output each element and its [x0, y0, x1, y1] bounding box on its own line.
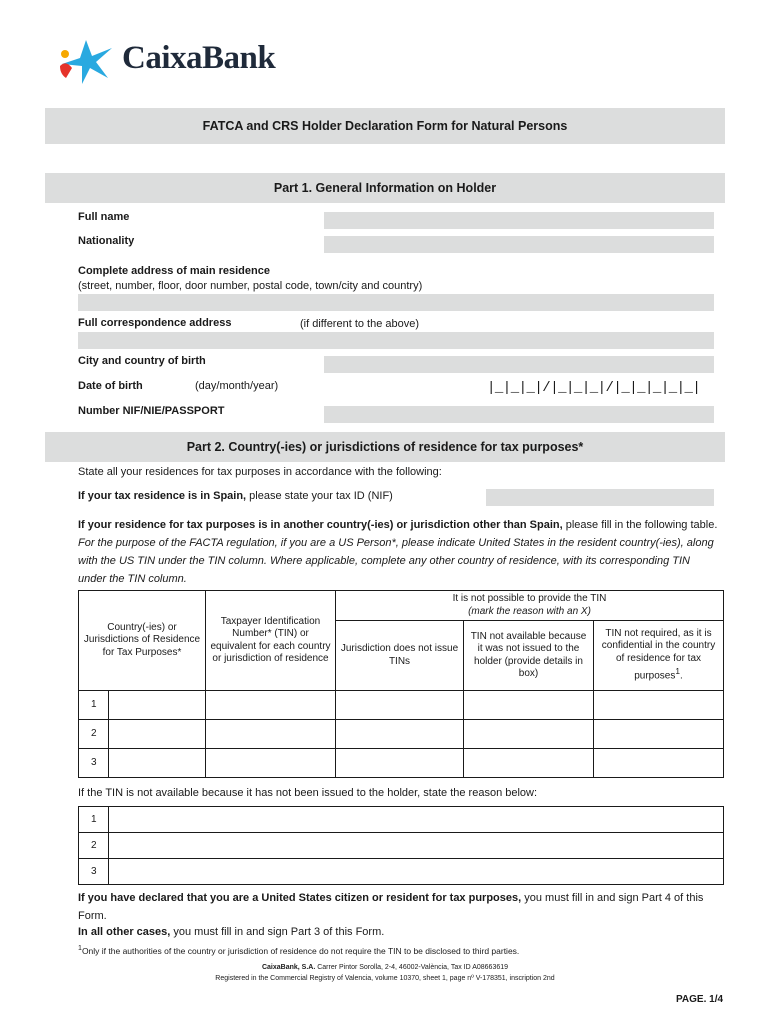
reason-cell[interactable] — [109, 833, 724, 859]
id-label: Number NIF/NIE/PASSPORT — [78, 405, 225, 417]
tin-cell[interactable] — [206, 749, 336, 778]
brand-name: CaixaBank — [122, 40, 276, 76]
dob-field[interactable]: |_|_|_|/|_|_|_|/|_|_|_|_|_| — [487, 380, 701, 396]
tin-cell[interactable] — [206, 720, 336, 749]
nationality-field[interactable] — [324, 236, 714, 253]
row-number: 3 — [79, 859, 109, 885]
country-cell[interactable] — [109, 691, 206, 720]
confidential-cell[interactable] — [594, 720, 724, 749]
table-row — [79, 720, 724, 749]
sub-confidential-sup: 1 — [675, 666, 680, 677]
reason-cell[interactable] — [109, 807, 724, 833]
address-field[interactable] — [78, 294, 714, 311]
address-hint: (street, number, floor, door number, postal code, town/city and country) — [78, 280, 423, 292]
tin-cell[interactable] — [206, 691, 336, 720]
star-logo-icon — [56, 38, 116, 86]
spain-residence-text — [78, 490, 393, 502]
other-bold: If your residence for tax purposes is in another country(-ies) or jurisdiction other than Spain, — [78, 519, 563, 531]
footnote-sup: 1 — [78, 944, 82, 952]
page-number: PAGE. 1/4 — [676, 994, 724, 1005]
sub-confidential-header: TIN not required, as it is confidential in the country of residence for tax purposes$^1$. — [594, 621, 724, 691]
no-issue-cell[interactable] — [336, 749, 464, 778]
dob-hint: (day/month/year) — [195, 380, 279, 392]
form-title: FATCA and CRS Holder Declaration Form for Natural Persons — [45, 108, 725, 144]
row-number: 3 — [79, 749, 109, 778]
no-issue-cell[interactable] — [336, 720, 464, 749]
us-rest: you must fill in and sign Part 4 of this Form. — [78, 892, 704, 922]
us-person-text — [78, 889, 718, 925]
reason-cell[interactable] — [109, 859, 724, 885]
part2-heading: Part 2. Country(-ies) or jurisdictions of residence for tax purposes* — [45, 432, 725, 462]
confidential-cell[interactable] — [594, 691, 724, 720]
table-row — [79, 833, 724, 859]
sub-not-issued-header: TIN not available because it was not issued to the holder (provide details in box) — [464, 621, 594, 691]
row-number: 2 — [79, 720, 109, 749]
footnote-text: Only if the authorities of the country or jurisdiction of residence do not require the TIN to be disclosed to third parties. — [81, 945, 520, 956]
birth-place-label: City and country of birth — [78, 355, 206, 367]
row-number: 2 — [79, 833, 109, 859]
sub-no-issue-header: Jurisdiction does not issue TINs — [336, 621, 464, 691]
row-number: 1 — [79, 807, 109, 833]
other-cases-text — [78, 923, 718, 941]
row-number: 1 — [79, 691, 109, 720]
country-cell[interactable] — [109, 749, 206, 778]
correspondence-field[interactable] — [78, 332, 714, 349]
id-field[interactable] — [324, 406, 714, 423]
us-bold: If you have declared that you are a United States citizen or resident for tax purposes, — [78, 892, 522, 904]
not-issued-cell[interactable] — [464, 749, 594, 778]
not-issued-cell[interactable] — [464, 720, 594, 749]
spain-rest: please state your tax ID (NIF) — [246, 490, 393, 502]
reason-intro: If the TIN is not available because it has not been issued to the holder, state the reason below: — [78, 787, 538, 799]
country-cell[interactable] — [109, 720, 206, 749]
table-row — [79, 749, 724, 778]
residence-table — [78, 590, 724, 778]
sub-confidential-text: TIN not required, as it is confidential in the country of residence for tax purposes — [601, 627, 716, 682]
other-italic: For the purpose of the FACTA regulation, if you are a US Person*, please indicate United States in the resident country(-ies), along with the US TIN under the TIN column. Where applicable, complete any other country of residence, with its corresponding TIN under the TIN column. — [78, 537, 714, 585]
not-issued-cell[interactable] — [464, 691, 594, 720]
table-row — [79, 807, 724, 833]
reason-table — [78, 806, 724, 885]
part1-heading: Part 1. General Information on Holder — [45, 173, 725, 203]
full-name-field[interactable] — [324, 212, 714, 229]
spain-bold: If your tax residence is in Spain, — [78, 490, 247, 502]
confidential-cell[interactable] — [594, 749, 724, 778]
col-no-tin-header — [336, 591, 724, 621]
footer-company — [0, 964, 770, 971]
no-tin-title: It is not possible to provide the TIN — [452, 593, 607, 604]
other-rest: please fill in the following table. — [562, 519, 718, 531]
correspondence-label: Full correspondence address — [78, 317, 232, 329]
spain-nif-field[interactable] — [486, 489, 714, 506]
footer-company-bold: CaixaBank, S.A. — [261, 964, 316, 971]
dob-label: Date of birth — [78, 380, 143, 392]
other-cases-rest: you must fill in and sign Part 3 of this Form. — [170, 926, 385, 938]
full-name-label: Full name — [78, 211, 130, 223]
birth-place-field[interactable] — [324, 356, 714, 373]
col-tin-header: Taxpayer Identification Number* (TIN) or equivalent for each country or jurisdiction of residence — [206, 591, 336, 691]
caixabank-logo — [56, 38, 286, 86]
table-row — [79, 859, 724, 885]
no-issue-cell[interactable] — [336, 691, 464, 720]
nationality-label: Nationality — [78, 235, 135, 247]
no-tin-note: (mark the reason with an X) — [468, 605, 591, 617]
other-residence-text — [78, 516, 718, 588]
other-cases-bold: In all other cases, — [78, 926, 171, 938]
table-row — [79, 691, 724, 720]
footer-company-rest: Carrer Pintor Sorolla, 2-4, 46002-València, Tax ID A08663619 — [315, 964, 509, 971]
part2-intro: State all your residences for tax purposes in accordance with the following: — [78, 466, 442, 478]
correspondence-hint: (if different to the above) — [300, 318, 420, 330]
address-label: Complete address of main residence — [78, 265, 270, 277]
footer-registry: Registered in the Commercial Registry of Valencia, volume 10370, sheet 1, page nº V-178351, inscription 2nd — [215, 975, 555, 982]
col-country-header: Country(-ies) or Jurisdictions of Residence for Tax Purposes* — [79, 591, 206, 691]
footnote — [78, 944, 519, 956]
